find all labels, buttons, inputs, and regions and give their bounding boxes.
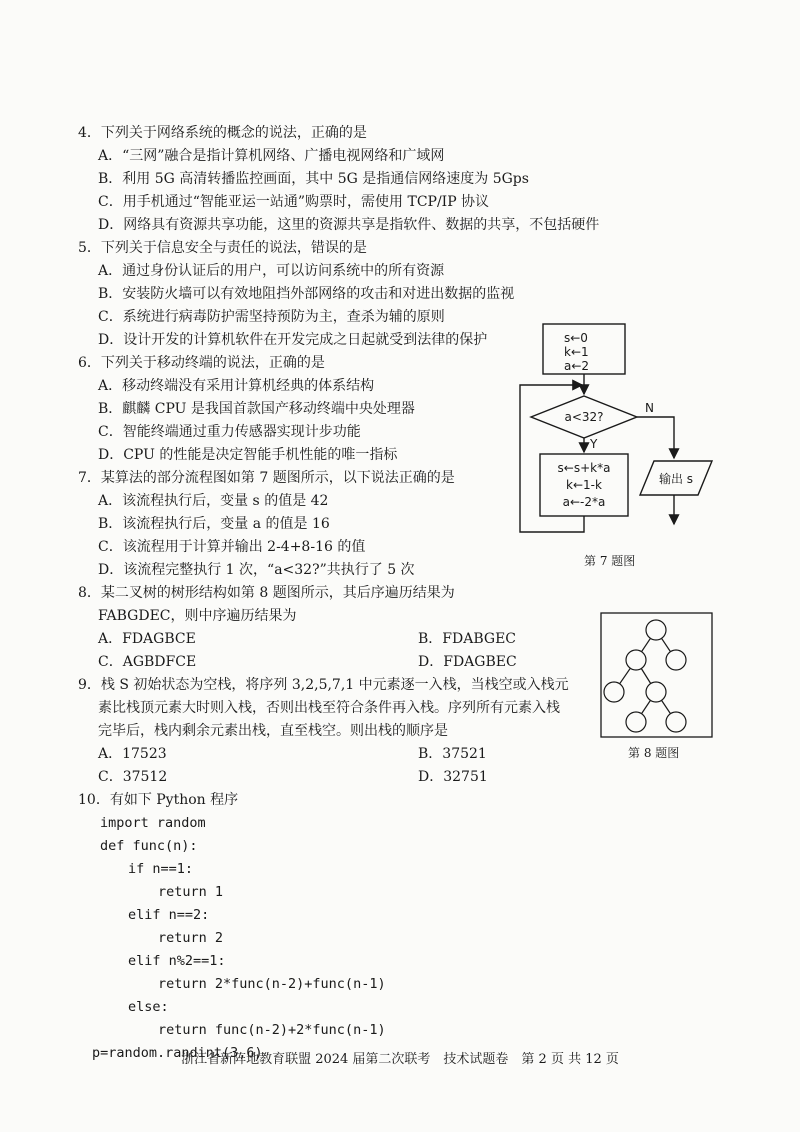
q7-option-d: D．该流程完整执行 1 次，“a<32?”共执行了 5 次 xyxy=(98,562,415,578)
flowchart-init-text: k←1 xyxy=(564,345,589,359)
q4-option-d: D．网络具有资源共享功能，这里的资源共享是指软件、数据的共享，不包括硬件 xyxy=(98,217,600,233)
tree-caption: 第 8 题图 xyxy=(628,746,680,760)
tree-frame xyxy=(601,613,712,737)
code-line: return 2*func(n-2)+func(n-1) xyxy=(158,976,386,992)
q6-option-a: A．移动终端没有采用计算机经典的体系结构 xyxy=(98,378,375,394)
flowchart-output-text: 输出 s xyxy=(658,472,694,486)
code-line: def func(n): xyxy=(100,838,198,854)
q5-stem: 5．下列关于信息安全与责任的说法，错误的是 xyxy=(78,240,367,256)
tree-node xyxy=(646,620,666,640)
q9-option-a: A．17523 xyxy=(98,746,167,762)
flowchart-output-box xyxy=(640,461,712,495)
q7-option-a: A．该流程执行后，变量 s 的值是 42 xyxy=(98,493,329,509)
q4-option-b: B．利用 5G 高清转播监控画面，其中 5G 是指通信网络速度为 5Gps xyxy=(98,171,529,187)
q8-option-a: A．FDAGBCE xyxy=(98,631,196,647)
code-line: else: xyxy=(128,999,169,1015)
q6-option-c: C．智能终端通过重力传感器实现计步功能 xyxy=(98,424,361,440)
q6-option-d: D．CPU 的性能是决定智能手机性能的唯一指标 xyxy=(98,447,398,463)
flowchart-init-box xyxy=(543,324,625,374)
flowchart-decision-diamond xyxy=(531,396,637,438)
flowchart-decision-text: a<32? xyxy=(564,410,604,424)
code-line: if n==1: xyxy=(128,861,194,877)
flowchart-init-text: s←0 xyxy=(564,331,588,345)
q9-option-c: C．37512 xyxy=(98,769,168,785)
q5-option-c: C．系统进行病毒防护需坚持预防为主，查杀为辅的原则 xyxy=(98,309,445,325)
q4-option-a: A．“三网”融合是指计算机网络、广播电视网络和广域网 xyxy=(98,148,445,164)
flowchart-yes-label: Y xyxy=(590,437,598,451)
q5-option-b: B．安装防火墙可以有效地阻挡外部网络的攻击和对进出数据的监视 xyxy=(98,286,515,302)
q4-option-c: C．用手机通过“智能亚运一站通”购票时，需使用 TCP/IP 协议 xyxy=(98,194,490,210)
q9-option-d: D．32751 xyxy=(418,769,488,785)
tree-node xyxy=(666,650,686,670)
q8-option-c: C．AGBDFCE xyxy=(98,654,197,670)
code-line: return 2 xyxy=(158,930,224,946)
q6-stem: 6．下列关于移动终端的说法，正确的是 xyxy=(78,355,325,371)
code-line: import random xyxy=(100,815,206,831)
q6-option-b: B．麒麟 CPU 是我国首款国产移动终端中央处理器 xyxy=(98,401,415,417)
q8-stem-cont: FABGDEC，则中序遍历结果为 xyxy=(98,608,297,624)
q7-option-c: C．该流程用于计算并输出 2-4+8-16 的值 xyxy=(98,539,366,555)
tree-node xyxy=(604,682,624,702)
flowchart-no-label: N xyxy=(645,401,654,415)
q7-stem: 7．某算法的部分流程图如第 7 题图所示，以下说法正确的是 xyxy=(78,470,455,486)
q9-option-b: B．37521 xyxy=(418,746,487,762)
code-line: elif n==2: xyxy=(128,907,210,923)
flowchart-init-text: a←2 xyxy=(564,359,590,373)
flowchart-body-text: s←s+k*a xyxy=(557,461,611,475)
q9-stem-cont-2: 完毕后，栈内剩余元素出栈，直至栈空。则出栈的顺序是 xyxy=(98,723,448,739)
q10-stem: 10．有如下 Python 程序 xyxy=(78,792,239,808)
tree-node xyxy=(626,712,646,732)
tree-node xyxy=(666,712,686,732)
q5-option-d: D．设计开发的计算机软件在开发完成之日起就受到法律的保护 xyxy=(98,332,488,348)
tree-node xyxy=(626,650,646,670)
code-line: elif n%2==1: xyxy=(128,953,226,969)
q8-stem: 8．某二叉树的树形结构如第 8 题图所示，其后序遍历结果为 xyxy=(78,585,455,601)
code-line: p=random.randint(3,6) xyxy=(92,1045,263,1061)
code-line: return func(n-2)+2*func(n-1) xyxy=(158,1022,386,1038)
q9-stem: 9．栈 S 初始状态为空栈，将序列 3,2,5,7,1 中元素逐一入栈，当栈空或入栈元 xyxy=(78,677,569,693)
flowchart-body-text: a←-2*a xyxy=(562,495,606,509)
q8-option-b: B．FDABGEC xyxy=(418,631,516,647)
q8-option-d: D．FDAGBEC xyxy=(418,654,517,670)
q4-stem: 4．下列关于网络系统的概念的说法，正确的是 xyxy=(78,125,367,141)
flowchart-caption: 第 7 题图 xyxy=(584,554,636,568)
q5-option-a: A．通过身份认证后的用户，可以访问系统中的所有资源 xyxy=(98,263,445,279)
flowchart-body-text: k←1-k xyxy=(566,478,602,492)
flowchart-body-box xyxy=(540,454,628,516)
q7-option-b: B．该流程执行后，变量 a 的值是 16 xyxy=(98,516,330,532)
page-footer: 浙江省新阵地教育联盟 2024 届第二次联考 技术试题卷 第 2 页 共 12 页 xyxy=(181,1052,619,1067)
code-line: return 1 xyxy=(158,884,224,900)
tree-node xyxy=(646,682,666,702)
q9-stem-cont-1: 素比栈顶元素大时则入栈，否则出栈至符合条件再入栈。序列所有元素入栈 xyxy=(98,700,560,716)
